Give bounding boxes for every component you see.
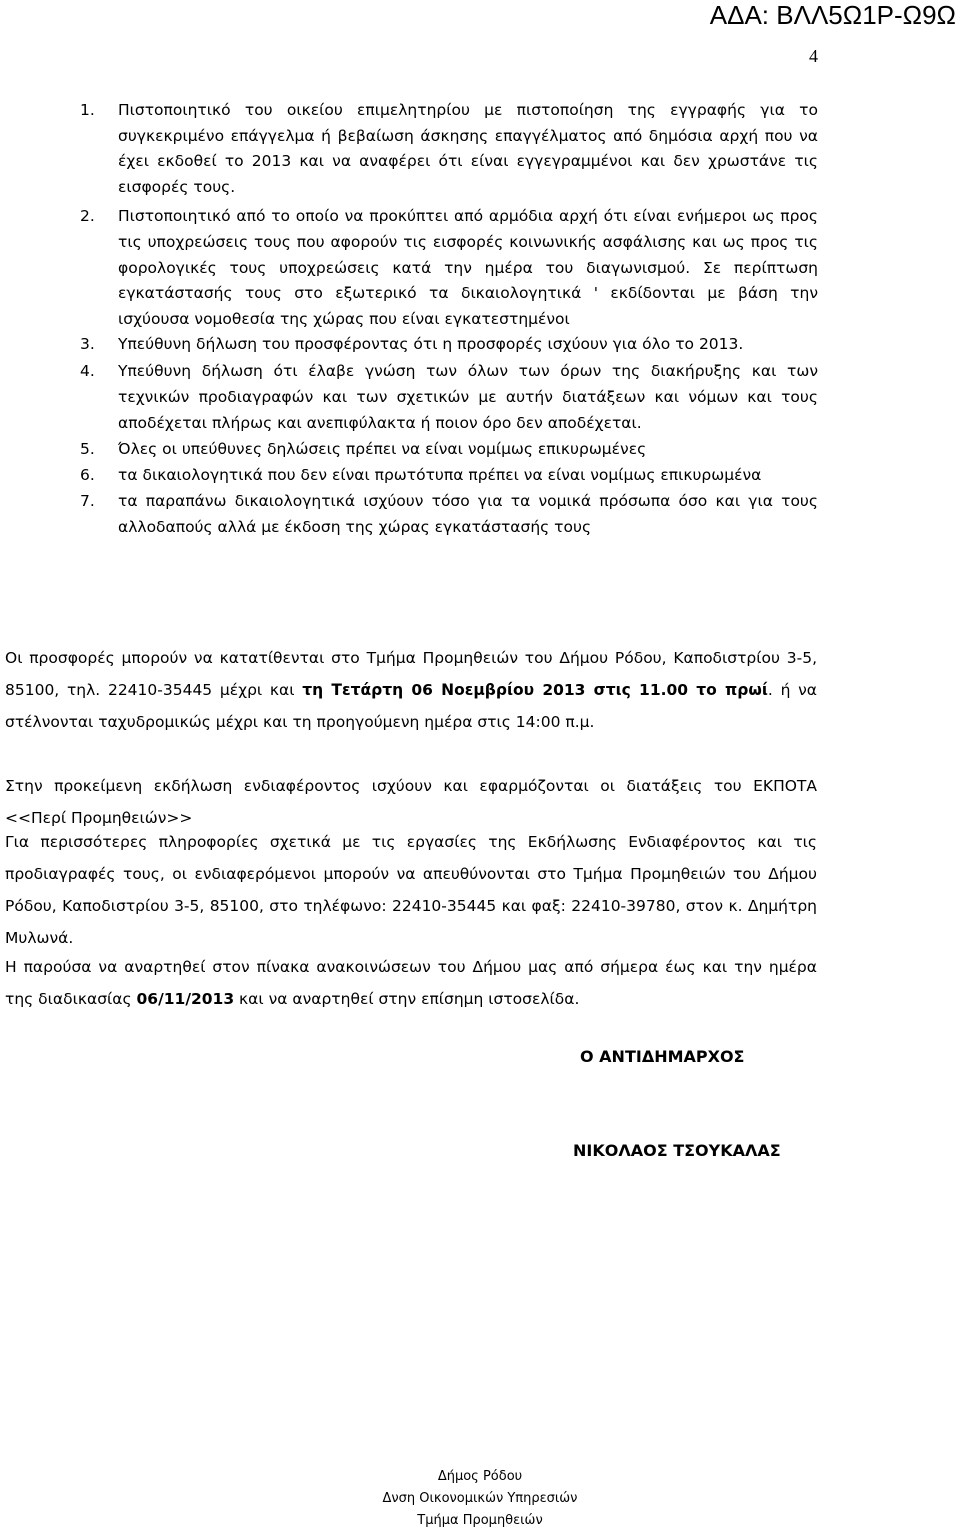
list-item-text: Όλες οι υπεύθυνες δηλώσεις πρέπει να είναι νομίμως επικυρωμένες — [118, 439, 647, 458]
posting-text: Η παρούσα να αναρτηθεί στον πίνακα ανακοινώσεων του Δήμου μας από σήμερα έως και την ημέρα της διαδικασίας — [5, 958, 817, 1008]
list-item-number: 1. — [80, 101, 95, 119]
list-item-number: 3. — [80, 335, 95, 354]
offers-paragraph — [5, 642, 817, 738]
list-item-number: 6. — [80, 465, 95, 484]
list-item — [80, 358, 818, 436]
info-paragraph: Για περισσότερες πληροφορίες σχετικά με τις εργασίες της Εκδήλωσης Ενδιαφέροντος και τις προδιαγραφές τους, οι ενδιαφερόμενοι μπορούν να απευθύνονται στο Τμήμα Προμηθειών του Δήμου Ρόδου, Καποδιστρίου 3-5, 85100, στο τηλέφωνο: 22410-35445 και φαξ: 22410-39780, στον κ. Δημήτρη Μυλωνά. — [5, 833, 817, 947]
list-item-text: τα παραπάνω δικαιολογητικά ισχύουν τόσο για τα νομικά πρόσωπα όσο και για τους αλλοδαπούς αλλά με έκδοση της χώρας εγκατάστασής τους — [118, 491, 818, 536]
page-number: 4 — [809, 46, 818, 66]
offers-text-continued: . ή να στέλνονται ταχυδρομικώς μέχρι και τη προηγούμενη ημέρα στις 14:00 π.μ. — [5, 681, 817, 731]
list-item-text: Υπεύθυνη δήλωση του προσφέροντας ότι η προσφορές ισχύουν για όλο το 2013. — [118, 335, 744, 354]
footer — [0, 1466, 960, 1532]
footer-directorate: Δνση Οικονομικών Υπηρεσιών — [382, 1491, 578, 1506]
offers-text: Οι προσφορές μπορούν να κατατίθενται στο Τμήμα Προμηθειών του Δήμου Ρόδου, Καποδιστρίου 3-5, 85100, τηλ. 22410-35445 μέχρι και — [5, 649, 817, 699]
footer-municipality: Δήμος Ρόδου — [437, 1469, 523, 1484]
list-item-number: 4. — [80, 361, 95, 380]
list-item — [80, 462, 818, 488]
ekpota-paragraph: Στην προκείμενη εκδήλωση ενδιαφέροντος ισχύουν και εφαρμόζονται οι διατάξεις του ΕΚΠΟΤΑ <<Περί Προμηθειών>> — [5, 777, 817, 827]
list-item-text: Πιστοποιητικό του οικείου επιμελητηρίου με πιστοποίηση της εγγραφής για το συγκεκριμένο επάγγελμα ή βεβαίωση άσκησης επαγγέλματος από δημόσια αρχή που να έχει εκδοθεί το 2013 και να αναφέρει ότι είναι εγγεγραμμένοι και δεν χρωστάνε τις εισφορές τους. — [118, 101, 818, 196]
posting-text-continued: και να αναρτηθεί στην επίσημη ιστοσελίδα. — [234, 990, 580, 1008]
list-item — [80, 332, 818, 358]
list-item-number: 2. — [80, 207, 95, 226]
list-item-number: 7. — [80, 491, 95, 510]
requirements-list — [80, 98, 818, 540]
list-item-text: Υπεύθυνη δήλωση ότι έλαβε γνώση των όλων των όρων της διακήρυξης και των τεχνικών προδιαγραφών και των σχετικών με αυτήν διατάξεων και νόμων και τους αποδέχεται πλήρως και ανεπιφύλακτα ή ποιον όρο δεν αποδέχεται. — [118, 361, 818, 432]
list-item — [80, 204, 818, 332]
list-item-number: 5. — [80, 439, 95, 458]
list-item — [80, 98, 818, 200]
signatory-name: ΝΙΚΟΛΑΟΣ ΤΣΟΥΚΑΛΑΣ — [573, 1141, 781, 1160]
ada-code: ΑΔΑ: ΒΛΛ5Ω1Ρ-Ω9Ω — [709, 0, 956, 30]
list-item — [80, 436, 818, 462]
footer-department: Τμήμα Προμηθειών — [417, 1513, 543, 1528]
posting-paragraph — [5, 951, 817, 1015]
list-item-text: Πιστοποιητικό από το οποίο να προκύπτει από αρμόδια αρχή ότι είναι ενήμεροι ως προς τις υποχρεώσεις τους που αφορούν τις εισφορές κοινωνικής ασφάλισης και ως προς τις φορολογικές τους υποχρεώσεις κατά την ημέρα του διαγωνισμού. Σε περίπτωση εγκατάστασής τους στο εξωτερικό τα δικαιολογητικά ' εκδίδονται με βάση την ισχύουσα νομοθεσία της χώρας που είναι εγκατεστημένοι — [118, 207, 818, 328]
signatory-title: Ο ΑΝΤΙΔΗΜΑΡΧΟΣ — [580, 1047, 745, 1066]
offers-deadline: τη Τετάρτη 06 Νοεμβρίου 2013 στις 11.00 το πρωί — [302, 681, 768, 699]
posting-date: 06/11/2013 — [136, 990, 235, 1008]
list-item — [80, 488, 818, 540]
list-item-text: τα δικαιολογητικά που δεν είναι πρωτότυπα πρέπει να είναι νομίμως επικυρωμένα — [118, 465, 762, 484]
